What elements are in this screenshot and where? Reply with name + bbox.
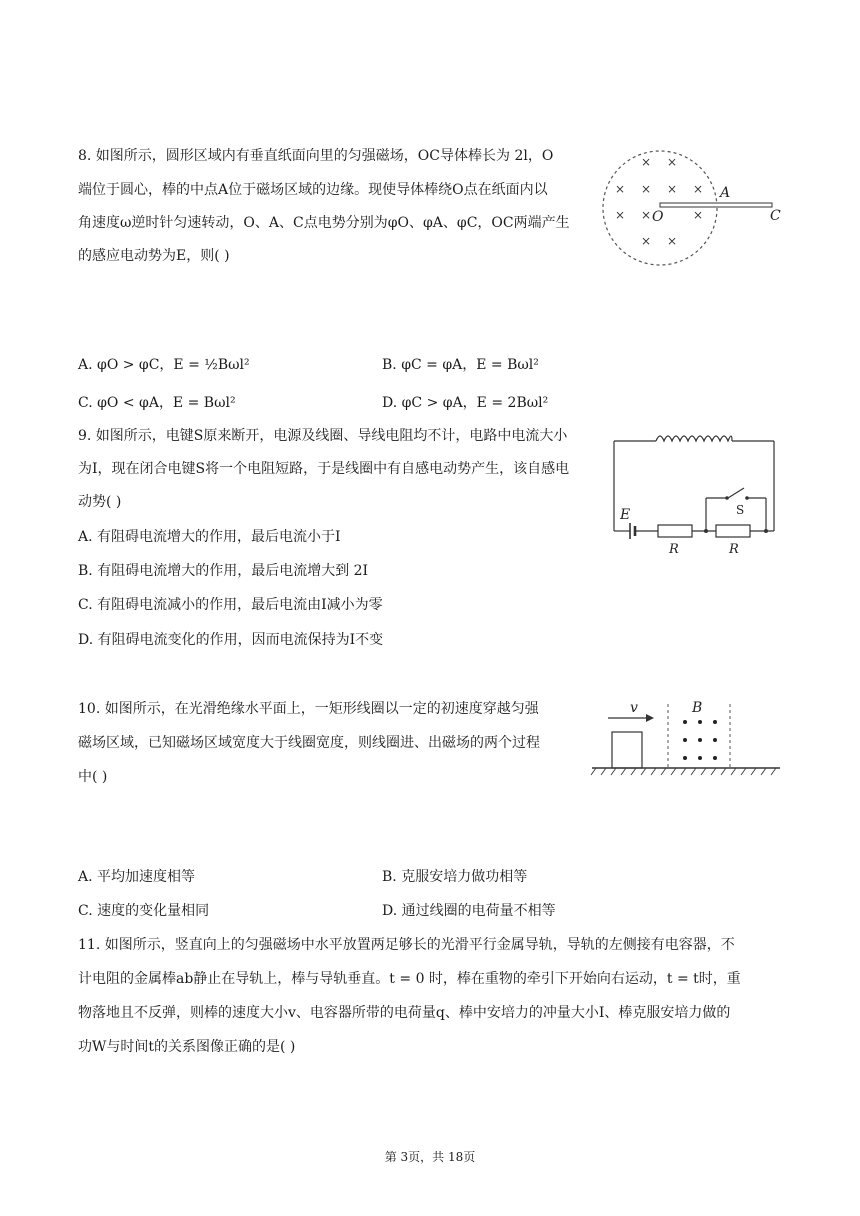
- q8-option-a: A. φO > φC，E = ½Bωl²: [78, 357, 250, 373]
- q11-line-2: 计电阻的金属棒ab静止在导轨上，棒与导轨垂直。t = 0 时，棒在重物的牵引下开始向右运动，t = t时，重: [78, 971, 741, 987]
- q8-line-2: 端位于圆心，棒的中点A位于磁场区域的边缘。现使导体棒绕O点在纸面内以: [78, 182, 548, 198]
- q9-option-b: B. 有阻碍电流增大的作用，最后电流增大到 2I: [78, 563, 369, 579]
- q8-line-3: 角速度ω逆时针匀速转动，O、A、C点电势分别为φO、φA、φC，OC两端产生: [78, 215, 570, 231]
- q11-line-1: 11. 如图所示，竖直向上的匀强磁场中水平放置两足够长的光滑平行金属导轨，导轨的左侧接有电容器，不: [78, 937, 735, 953]
- svg-text:B: B: [692, 700, 703, 716]
- svg-text:×: ×: [666, 234, 678, 248]
- q10-line-1: 10. 如图所示，在光滑绝缘水平面上，一矩形线圈以一定的初速度穿越匀强: [78, 701, 539, 717]
- svg-text:×: ×: [640, 155, 652, 169]
- svg-text:R: R: [729, 542, 739, 557]
- q9-line-2: 为I，现在闭合电键S将一个电阻短路，于是线圈中有自感电动势产生，该自感电: [78, 461, 570, 477]
- svg-text:O: O: [652, 209, 664, 225]
- svg-text:×: ×: [640, 182, 652, 196]
- q8-option-c: C. φO < φA，E = Bωl²: [78, 395, 236, 411]
- q10-coil-field-figure: [588, 696, 784, 780]
- svg-text:×: ×: [640, 234, 652, 248]
- svg-text:×: ×: [666, 182, 678, 196]
- q10-option-c: C. 速度的变化量相同: [78, 903, 210, 919]
- q8-option-d: D. φC > φA，E = 2Bωl²: [382, 395, 549, 411]
- svg-text:E: E: [620, 507, 631, 523]
- q9-option-c: C. 有阻碍电流减小的作用，最后电流由I减小为零: [78, 597, 383, 613]
- q10-line-2: 磁场区域，已知磁场区域宽度大于线圈宽度，则线圈进、出磁场的两个过程: [78, 735, 540, 751]
- q11-line-3: 物落地且不反弹，则棒的速度大小v、电容器所带的电荷量q、棒中安培力的冲量大小I、棒克服安培力做的: [78, 1005, 731, 1021]
- q10-option-a: A. 平均加速度相等: [78, 869, 196, 885]
- q9-option-d: D. 有阻碍电流变化的作用，因而电流保持为I不变: [78, 632, 384, 648]
- svg-text:×: ×: [692, 182, 704, 196]
- svg-text:v: v: [630, 700, 638, 716]
- q8-line-1: 8. 如图所示，圆形区域内有垂直纸面向里的匀强磁场，OC导体棒长为 2l，O: [78, 148, 554, 164]
- q8-line-4: 的感应电动势为E，则( ): [78, 248, 230, 264]
- q9-line-1: 9. 如图所示，电键S原来断开，电源及线圈、导线电阻均不计，电路中电流大小: [78, 428, 568, 444]
- page-footer: 第 3页，共 18页: [384, 1150, 476, 1164]
- q9-line-3: 动势( ): [78, 494, 122, 510]
- svg-text:S: S: [736, 503, 745, 517]
- svg-text:×: ×: [666, 155, 678, 169]
- q10-line-3: 中( ): [78, 769, 108, 785]
- svg-text:A: A: [720, 185, 731, 201]
- svg-text:×: ×: [614, 208, 626, 222]
- q10-option-d: D. 通过线圈的电荷量不相等: [382, 903, 556, 919]
- q10-option-b: B. 克服安培力做功相等: [382, 869, 528, 885]
- svg-text:R: R: [669, 542, 679, 557]
- svg-text:×: ×: [640, 208, 652, 222]
- q9-circuit-figure: [606, 424, 786, 564]
- q11-line-4: 功W与时间t的关系图像正确的是( ): [78, 1039, 296, 1055]
- q9-option-a: A. 有阻碍电流增大的作用，最后电流小于I: [78, 529, 341, 545]
- svg-text:×: ×: [692, 208, 704, 222]
- q8-magnetic-field-figure: [600, 142, 790, 272]
- q8-option-b: B. φC = φA，E = Bωl²: [382, 357, 539, 373]
- svg-text:×: ×: [614, 182, 626, 196]
- svg-text:C: C: [770, 208, 781, 224]
